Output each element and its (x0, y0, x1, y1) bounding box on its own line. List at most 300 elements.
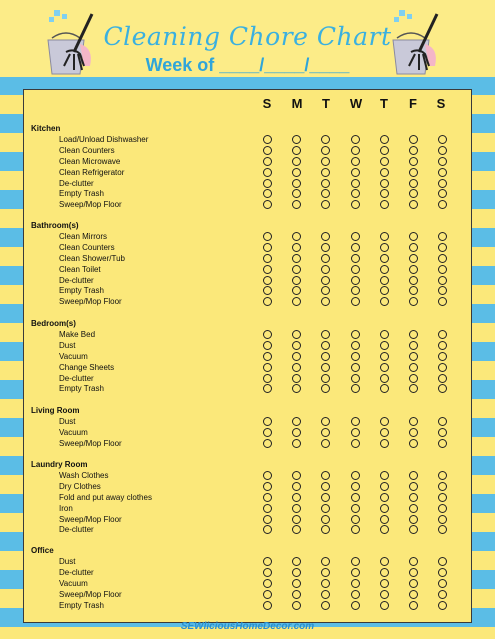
day-checkbox[interactable] (380, 276, 389, 285)
day-checkbox[interactable] (351, 297, 360, 306)
day-label: T (380, 96, 388, 111)
day-checkbox[interactable] (292, 557, 301, 566)
section-heading: Living Room (31, 406, 80, 415)
day-checkbox[interactable] (351, 525, 360, 534)
day-checkbox[interactable] (321, 297, 330, 306)
day-checkbox[interactable] (321, 590, 330, 599)
day-checkbox[interactable] (321, 168, 330, 177)
day-checkbox[interactable] (438, 504, 447, 513)
day-checkbox[interactable] (263, 568, 272, 577)
chore-row (0, 275, 495, 286)
day-checkbox[interactable] (409, 330, 418, 339)
day-checkbox[interactable] (292, 243, 301, 252)
day-checkbox[interactable] (263, 504, 272, 513)
day-checkbox[interactable] (438, 243, 447, 252)
chore-row (0, 524, 495, 535)
day-checkbox[interactable] (438, 286, 447, 295)
day-checkbox[interactable] (263, 374, 272, 383)
chore-row (0, 199, 495, 210)
day-checkbox[interactable] (263, 286, 272, 295)
chore-row (0, 134, 495, 145)
day-checkbox[interactable] (438, 200, 447, 209)
day-checkbox[interactable] (263, 297, 272, 306)
day-checkbox[interactable] (380, 504, 389, 513)
day-checkbox[interactable] (321, 579, 330, 588)
day-checkbox[interactable] (380, 579, 389, 588)
day-checkbox[interactable] (292, 276, 301, 285)
day-checkbox[interactable] (292, 200, 301, 209)
chore-label: Make Bed (59, 329, 96, 339)
day-checkbox[interactable] (380, 286, 389, 295)
day-checkbox[interactable] (351, 504, 360, 513)
day-checkbox[interactable] (263, 189, 272, 198)
section-heading: Bathroom(s) (31, 221, 79, 230)
day-checkbox[interactable] (409, 428, 418, 437)
chore-row (0, 253, 495, 264)
chore-label: Sweep/Mop Floor (59, 438, 122, 448)
chore-label: Clean Counters (59, 242, 115, 252)
day-checkbox[interactable] (292, 428, 301, 437)
day-checkbox[interactable] (409, 243, 418, 252)
section-heading: Office (31, 546, 54, 555)
day-checkbox[interactable] (438, 579, 447, 588)
chore-row (0, 589, 495, 600)
day-checkbox[interactable] (321, 482, 330, 491)
section-row (0, 545, 495, 556)
day-checkbox[interactable] (263, 557, 272, 566)
day-checkbox[interactable] (321, 363, 330, 372)
day-checkbox[interactable] (380, 146, 389, 155)
chore-label: Empty Trash (59, 189, 104, 199)
day-checkbox[interactable] (351, 265, 360, 274)
day-checkbox[interactable] (380, 352, 389, 361)
chore-row (0, 264, 495, 275)
day-checkbox[interactable] (409, 135, 418, 144)
day-checkbox[interactable] (292, 417, 301, 426)
day-checkbox[interactable] (292, 493, 301, 502)
day-checkbox[interactable] (263, 352, 272, 361)
day-checkbox[interactable] (380, 243, 389, 252)
day-checkbox[interactable] (409, 297, 418, 306)
day-checkbox[interactable] (321, 384, 330, 393)
day-checkbox[interactable] (351, 471, 360, 480)
day-checkbox[interactable] (351, 179, 360, 188)
chore-label: Dust (59, 416, 76, 426)
day-checkbox[interactable] (351, 352, 360, 361)
day-checkbox[interactable] (263, 525, 272, 534)
chore-label: Dry Clothes (59, 481, 101, 491)
day-checkbox[interactable] (292, 482, 301, 491)
day-checkbox[interactable] (263, 482, 272, 491)
day-checkbox[interactable] (409, 525, 418, 534)
day-checkbox[interactable] (292, 265, 301, 274)
day-checkbox[interactable] (351, 146, 360, 155)
day-checkbox[interactable] (263, 276, 272, 285)
day-checkbox[interactable] (380, 590, 389, 599)
day-checkbox[interactable] (409, 568, 418, 577)
day-checkbox[interactable] (380, 179, 389, 188)
chore-label: Load/Unload Dishwasher (59, 134, 149, 144)
day-checkbox[interactable] (351, 135, 360, 144)
day-checkbox[interactable] (438, 189, 447, 198)
day-checkbox[interactable] (438, 557, 447, 566)
day-checkbox[interactable] (263, 341, 272, 350)
day-checkbox[interactable] (380, 417, 389, 426)
day-checkbox[interactable] (351, 428, 360, 437)
day-checkbox[interactable] (292, 590, 301, 599)
header (0, 0, 495, 77)
day-label: W (349, 96, 363, 111)
day-checkbox[interactable] (321, 428, 330, 437)
chore-label: Dust (59, 340, 76, 350)
day-checkbox[interactable] (380, 384, 389, 393)
day-checkbox[interactable] (321, 439, 330, 448)
day-checkbox[interactable] (292, 330, 301, 339)
day-checkbox[interactable] (263, 200, 272, 209)
day-checkbox[interactable] (321, 157, 330, 166)
week-of-field: Week of ____/____/____ (145, 55, 350, 75)
day-checkbox[interactable] (321, 189, 330, 198)
day-checkbox[interactable] (351, 579, 360, 588)
chore-label: Dust (59, 556, 76, 566)
day-checkbox[interactable] (438, 297, 447, 306)
chore-label: De-clutter (59, 275, 94, 285)
day-checkbox[interactable] (351, 417, 360, 426)
day-checkbox[interactable] (321, 515, 330, 524)
day-checkbox[interactable] (438, 363, 447, 372)
chore-label: De-clutter (59, 525, 94, 535)
day-checkbox[interactable] (263, 515, 272, 524)
chore-row (0, 329, 495, 340)
day-checkbox[interactable] (409, 157, 418, 166)
day-checkbox[interactable] (263, 135, 272, 144)
day-checkbox[interactable] (380, 265, 389, 274)
section-row (0, 123, 495, 134)
day-checkbox[interactable] (380, 232, 389, 241)
chore-row (0, 416, 495, 427)
day-checkbox[interactable] (380, 189, 389, 198)
section-heading: Kitchen (31, 124, 61, 133)
chore-row (0, 242, 495, 253)
day-checkbox[interactable] (438, 254, 447, 263)
day-checkbox[interactable] (292, 471, 301, 480)
day-checkbox[interactable] (438, 374, 447, 383)
day-checkbox[interactable] (380, 439, 389, 448)
day-checkbox[interactable] (380, 557, 389, 566)
chore-label: De-clutter (59, 178, 94, 188)
day-checkbox[interactable] (438, 601, 447, 610)
day-checkbox[interactable] (321, 504, 330, 513)
day-checkbox[interactable] (351, 330, 360, 339)
chore-label: Clean Refrigerator (59, 167, 125, 177)
day-checkbox[interactable] (438, 417, 447, 426)
day-checkbox[interactable] (438, 146, 447, 155)
day-checkbox[interactable] (409, 493, 418, 502)
chore-row (0, 470, 495, 481)
day-checkbox[interactable] (409, 352, 418, 361)
chore-label: Iron (59, 503, 73, 513)
section-row (0, 220, 495, 231)
day-checkbox[interactable] (409, 590, 418, 599)
day-checkbox[interactable] (409, 363, 418, 372)
day-checkbox[interactable] (351, 286, 360, 295)
day-checkbox[interactable] (409, 417, 418, 426)
day-checkbox[interactable] (409, 504, 418, 513)
chore-label: Clean Toilet (59, 264, 101, 274)
day-checkbox[interactable] (351, 254, 360, 263)
day-checkbox[interactable] (409, 557, 418, 566)
day-checkbox[interactable] (351, 384, 360, 393)
day-checkbox[interactable] (438, 276, 447, 285)
day-checkbox[interactable] (263, 579, 272, 588)
chore-label: Sweep/Mop Floor (59, 589, 122, 599)
day-checkbox[interactable] (292, 189, 301, 198)
day-label: F (409, 96, 417, 111)
day-checkbox[interactable] (321, 200, 330, 209)
day-checkbox[interactable] (409, 276, 418, 285)
day-checkbox[interactable] (321, 601, 330, 610)
day-checkbox[interactable] (321, 276, 330, 285)
day-checkbox[interactable] (292, 146, 301, 155)
day-checkbox[interactable] (380, 493, 389, 502)
chore-row (0, 438, 495, 449)
day-checkbox[interactable] (263, 471, 272, 480)
days-header (0, 96, 495, 112)
day-checkbox[interactable] (351, 341, 360, 350)
day-checkbox[interactable] (438, 568, 447, 577)
day-checkbox[interactable] (380, 568, 389, 577)
day-checkbox[interactable] (380, 341, 389, 350)
day-checkbox[interactable] (409, 168, 418, 177)
day-checkbox[interactable] (263, 157, 272, 166)
day-checkbox[interactable] (351, 482, 360, 491)
day-checkbox[interactable] (263, 254, 272, 263)
chore-row (0, 188, 495, 199)
day-checkbox[interactable] (321, 493, 330, 502)
day-checkbox[interactable] (321, 254, 330, 263)
day-checkbox[interactable] (409, 254, 418, 263)
day-checkbox[interactable] (292, 179, 301, 188)
section-heading: Bedroom(s) (31, 319, 76, 328)
day-checkbox[interactable] (351, 515, 360, 524)
day-checkbox[interactable] (380, 330, 389, 339)
day-checkbox[interactable] (380, 157, 389, 166)
day-checkbox[interactable] (409, 200, 418, 209)
day-checkbox[interactable] (409, 482, 418, 491)
day-checkbox[interactable] (438, 157, 447, 166)
day-checkbox[interactable] (263, 384, 272, 393)
day-checkbox[interactable] (438, 515, 447, 524)
day-checkbox[interactable] (321, 179, 330, 188)
day-checkbox[interactable] (438, 330, 447, 339)
day-checkbox[interactable] (321, 471, 330, 480)
day-checkbox[interactable] (263, 590, 272, 599)
day-checkbox[interactable] (263, 265, 272, 274)
day-checkbox[interactable] (292, 352, 301, 361)
chore-label: Vacuum (59, 578, 88, 588)
day-label: M (291, 96, 303, 111)
day-checkbox[interactable] (292, 286, 301, 295)
day-checkbox[interactable] (263, 232, 272, 241)
chore-label: Vacuum (59, 427, 88, 437)
day-checkbox[interactable] (292, 254, 301, 263)
day-checkbox[interactable] (409, 374, 418, 383)
day-checkbox[interactable] (263, 243, 272, 252)
day-checkbox[interactable] (292, 515, 301, 524)
chore-row (0, 296, 495, 307)
day-checkbox[interactable] (380, 363, 389, 372)
day-checkbox[interactable] (321, 568, 330, 577)
day-checkbox[interactable] (409, 179, 418, 188)
day-checkbox[interactable] (380, 471, 389, 480)
day-checkbox[interactable] (438, 352, 447, 361)
day-checkbox[interactable] (409, 439, 418, 448)
cleaning-bucket-mop-icon (385, 8, 455, 76)
day-checkbox[interactable] (292, 297, 301, 306)
day-checkbox[interactable] (321, 265, 330, 274)
day-checkbox[interactable] (380, 374, 389, 383)
day-checkbox[interactable] (438, 428, 447, 437)
day-checkbox[interactable] (409, 601, 418, 610)
day-checkbox[interactable] (292, 525, 301, 534)
day-checkbox[interactable] (351, 276, 360, 285)
day-checkbox[interactable] (263, 601, 272, 610)
day-checkbox[interactable] (409, 384, 418, 393)
day-checkbox[interactable] (321, 146, 330, 155)
day-checkbox[interactable] (351, 200, 360, 209)
day-checkbox[interactable] (351, 243, 360, 252)
day-checkbox[interactable] (292, 568, 301, 577)
day-checkbox[interactable] (380, 200, 389, 209)
day-checkbox[interactable] (438, 439, 447, 448)
chore-row (0, 167, 495, 178)
day-checkbox[interactable] (409, 286, 418, 295)
day-checkbox[interactable] (438, 525, 447, 534)
day-checkbox[interactable] (292, 341, 301, 350)
day-checkbox[interactable] (351, 363, 360, 372)
chore-row (0, 178, 495, 189)
chore-label: Fold and put away clothes (59, 492, 152, 502)
day-checkbox[interactable] (438, 265, 447, 274)
day-checkbox[interactable] (321, 243, 330, 252)
day-checkbox[interactable] (292, 384, 301, 393)
day-checkbox[interactable] (263, 417, 272, 426)
day-checkbox[interactable] (292, 439, 301, 448)
day-checkbox[interactable] (409, 515, 418, 524)
chore-label: Change Sheets (59, 362, 115, 372)
day-checkbox[interactable] (321, 557, 330, 566)
day-checkbox[interactable] (292, 374, 301, 383)
day-checkbox[interactable] (438, 493, 447, 502)
day-checkbox[interactable] (321, 330, 330, 339)
day-checkbox[interactable] (438, 471, 447, 480)
day-checkbox[interactable] (409, 579, 418, 588)
day-checkbox[interactable] (380, 168, 389, 177)
chore-row (0, 383, 495, 394)
day-checkbox[interactable] (351, 601, 360, 610)
day-checkbox[interactable] (380, 297, 389, 306)
chore-row (0, 503, 495, 514)
section-row (0, 459, 495, 470)
day-checkbox[interactable] (380, 482, 389, 491)
day-checkbox[interactable] (321, 232, 330, 241)
day-checkbox[interactable] (380, 525, 389, 534)
day-checkbox[interactable] (409, 265, 418, 274)
day-checkbox[interactable] (351, 590, 360, 599)
day-checkbox[interactable] (321, 135, 330, 144)
day-checkbox[interactable] (292, 232, 301, 241)
day-checkbox[interactable] (351, 439, 360, 448)
day-checkbox[interactable] (321, 286, 330, 295)
day-checkbox[interactable] (292, 135, 301, 144)
day-checkbox[interactable] (292, 504, 301, 513)
day-checkbox[interactable] (351, 232, 360, 241)
day-checkbox[interactable] (409, 232, 418, 241)
day-checkbox[interactable] (351, 493, 360, 502)
day-checkbox[interactable] (351, 168, 360, 177)
day-checkbox[interactable] (292, 601, 301, 610)
day-checkbox[interactable] (263, 168, 272, 177)
day-checkbox[interactable] (409, 146, 418, 155)
day-checkbox[interactable] (292, 363, 301, 372)
day-checkbox[interactable] (351, 189, 360, 198)
day-checkbox[interactable] (321, 374, 330, 383)
day-checkbox[interactable] (292, 579, 301, 588)
day-checkbox[interactable] (380, 601, 389, 610)
chore-label: Empty Trash (59, 286, 104, 296)
day-checkbox[interactable] (380, 515, 389, 524)
day-checkbox[interactable] (321, 341, 330, 350)
chore-row (0, 514, 495, 525)
day-checkbox[interactable] (321, 525, 330, 534)
day-checkbox[interactable] (263, 493, 272, 502)
day-checkbox[interactable] (409, 471, 418, 480)
day-checkbox[interactable] (263, 330, 272, 339)
chore-label: Clean Shower/Tub (59, 253, 125, 263)
day-checkbox[interactable] (351, 157, 360, 166)
day-checkbox[interactable] (438, 168, 447, 177)
day-checkbox[interactable] (380, 135, 389, 144)
day-checkbox[interactable] (351, 557, 360, 566)
day-checkbox[interactable] (292, 168, 301, 177)
day-checkbox[interactable] (409, 341, 418, 350)
chore-row (0, 362, 495, 373)
day-checkbox[interactable] (380, 428, 389, 437)
chore-label: Sweep/Mop Floor (59, 200, 122, 210)
day-checkbox[interactable] (321, 417, 330, 426)
day-checkbox[interactable] (263, 363, 272, 372)
day-checkbox[interactable] (438, 341, 447, 350)
day-checkbox[interactable] (351, 374, 360, 383)
day-checkbox[interactable] (263, 439, 272, 448)
day-checkbox[interactable] (351, 568, 360, 577)
day-checkbox[interactable] (263, 179, 272, 188)
day-checkbox[interactable] (263, 428, 272, 437)
day-checkbox[interactable] (438, 179, 447, 188)
chore-label: De-clutter (59, 373, 94, 383)
day-checkbox[interactable] (438, 482, 447, 491)
day-checkbox[interactable] (321, 352, 330, 361)
day-checkbox[interactable] (409, 189, 418, 198)
day-checkbox[interactable] (380, 254, 389, 263)
day-checkbox[interactable] (438, 135, 447, 144)
day-checkbox[interactable] (292, 157, 301, 166)
day-checkbox[interactable] (438, 384, 447, 393)
day-checkbox[interactable] (438, 590, 447, 599)
day-checkbox[interactable] (438, 232, 447, 241)
day-checkbox[interactable] (263, 146, 272, 155)
chore-row (0, 427, 495, 438)
